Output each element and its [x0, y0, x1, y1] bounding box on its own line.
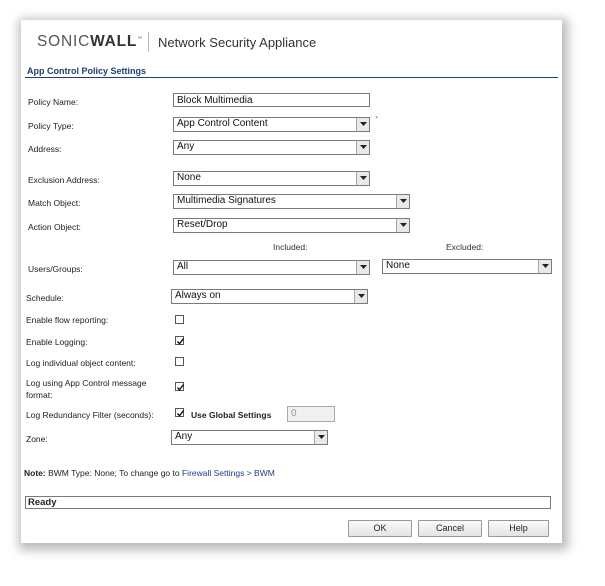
- log-format-checkbox[interactable]: [175, 382, 184, 391]
- checkmark-icon: [176, 383, 185, 392]
- help-button[interactable]: Help: [488, 520, 549, 537]
- zone-label: Zone:: [26, 434, 48, 444]
- chevron-down-icon[interactable]: [356, 172, 369, 185]
- header-divider: [148, 32, 149, 52]
- note-text: BWM Type: None; To change go to: [45, 468, 182, 478]
- excluded-header: Excluded:: [446, 242, 484, 252]
- chevron-down-icon[interactable]: [538, 260, 551, 273]
- log-individual-checkbox[interactable]: [175, 357, 184, 366]
- firewall-settings-link[interactable]: Firewall Settings > BWM: [181, 468, 275, 478]
- schedule-label: Schedule:: [26, 293, 64, 303]
- exclusion-address-label: Exclusion Address:: [28, 175, 100, 185]
- match-object-value: Multimedia Signatures: [177, 195, 276, 206]
- action-object-value: Reset/Drop: [177, 219, 228, 230]
- log-redundancy-label: Log Redundancy Filter (seconds):: [26, 410, 154, 420]
- status-bar: Ready: [25, 496, 551, 509]
- action-object-select[interactable]: [173, 218, 410, 233]
- app-header: [21, 20, 562, 64]
- schedule-value: Always on: [175, 290, 221, 301]
- chevron-down-icon[interactable]: [354, 290, 367, 303]
- log-format-label-line2: format:: [26, 390, 53, 400]
- policy-dialog: [21, 20, 562, 543]
- flow-reporting-checkbox[interactable]: [175, 315, 184, 324]
- schedule-select[interactable]: [171, 289, 368, 304]
- use-global-checkbox[interactable]: [175, 408, 184, 417]
- checkmark-icon: [176, 409, 185, 418]
- address-label: Address:: [28, 144, 62, 154]
- users-included-value: All: [177, 261, 189, 272]
- zone-value: Any: [175, 431, 193, 442]
- bwm-note: [24, 468, 275, 478]
- zone-select[interactable]: [171, 430, 328, 445]
- sonicwall-logo: SONICWALL™: [37, 33, 144, 50]
- enable-logging-label: Enable Logging:: [26, 337, 88, 347]
- address-select[interactable]: [173, 140, 370, 155]
- cancel-button[interactable]: Cancel: [418, 520, 482, 537]
- match-object-label: Match Object:: [28, 198, 81, 208]
- chevron-down-icon[interactable]: [356, 141, 369, 154]
- policy-name-input[interactable]: Block Multimedia: [173, 93, 370, 107]
- match-object-select[interactable]: [173, 194, 410, 209]
- policy-name-label: Policy Name:: [28, 97, 79, 107]
- note-prefix: Note:: [24, 468, 46, 478]
- ok-button[interactable]: OK: [348, 520, 412, 537]
- policy-type-label: Policy Type:: [28, 121, 74, 131]
- exclusion-address-value: None: [177, 172, 201, 183]
- log-individual-label: Log individual object content:: [26, 358, 136, 368]
- users-excluded-value: None: [386, 260, 410, 271]
- policy-type-select[interactable]: [173, 117, 370, 132]
- exclusion-address-select[interactable]: [173, 171, 370, 186]
- flow-reporting-label: Enable flow reporting:: [26, 315, 109, 325]
- chevron-down-icon[interactable]: [356, 261, 369, 274]
- chevron-down-icon[interactable]: [396, 219, 409, 232]
- use-global-label: Use Global Settings: [191, 410, 272, 420]
- users-excluded-select[interactable]: [382, 259, 552, 274]
- section-rule: [25, 77, 558, 78]
- chevron-down-icon[interactable]: [314, 431, 327, 444]
- enable-logging-checkbox[interactable]: [175, 336, 184, 345]
- users-included-select[interactable]: [173, 260, 370, 275]
- log-redundancy-input[interactable]: 0: [287, 406, 335, 422]
- address-value: Any: [177, 141, 195, 152]
- section-title: App Control Policy Settings: [27, 66, 147, 76]
- log-format-label-line1: Log using App Control message: [26, 378, 147, 388]
- users-groups-label: Users/Groups:: [28, 264, 83, 274]
- chevron-down-icon[interactable]: [396, 195, 409, 208]
- included-header: Included:: [273, 242, 308, 252]
- chevron-down-icon[interactable]: [356, 118, 369, 131]
- app-name: Network Security Appliance: [158, 35, 317, 50]
- action-object-label: Action Object:: [28, 222, 81, 232]
- tick-mark: `: [375, 116, 379, 127]
- checkmark-icon: [176, 337, 185, 346]
- policy-type-value: App Control Content: [177, 118, 268, 129]
